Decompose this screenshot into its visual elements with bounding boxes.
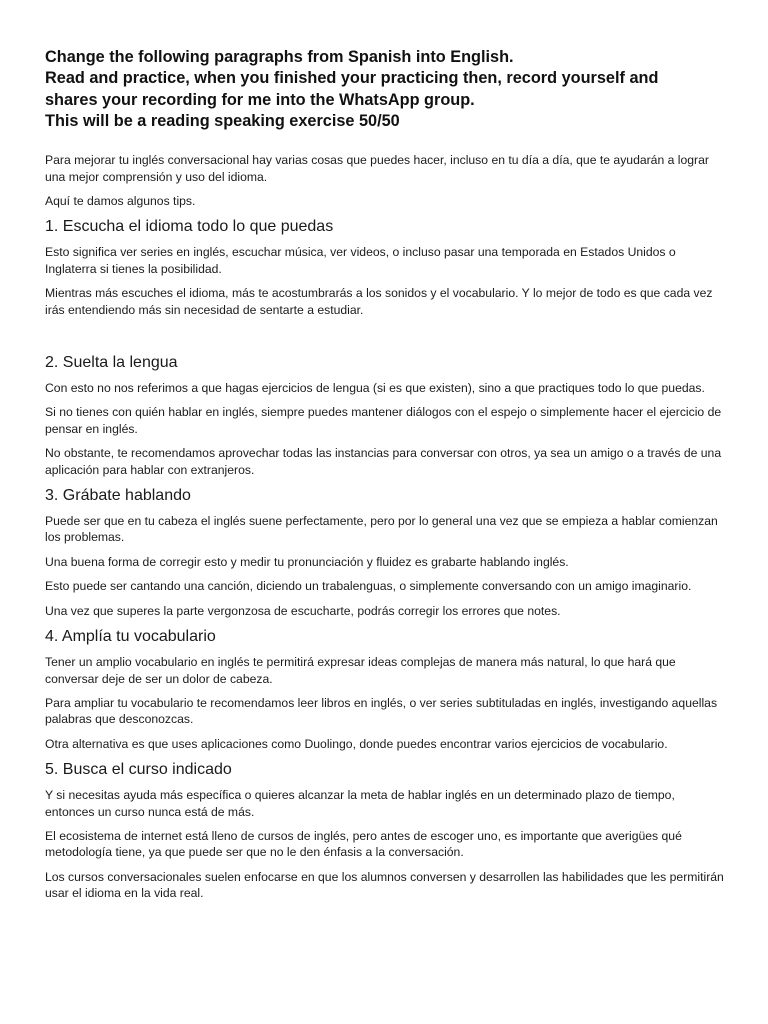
section-paragraph: Otra alternativa es que uses aplicaciones como Duolingo, donde puedes encontrar varios ejercicios de vocabulario.: [45, 736, 668, 751]
section-1: [45, 217, 725, 318]
instruction-line: Change the following paragraphs from Spanish into English.: [45, 48, 514, 66]
intro-paragraph: Para mejorar tu inglés conversacional hay varias cosas que puedes hacer, incluso en tu día a día, que te ayudarán a lograr una mejor comprensión y uso del idioma.: [45, 153, 709, 184]
section-heading: 2. Suelta la lengua: [45, 354, 178, 372]
document-page: [45, 47, 725, 910]
section-paragraph: Esto significa ver series en inglés, escuchar música, ver videos, o incluso pasar una temporada en Estados Unidos o Inglaterra si tienes la posibilidad.: [45, 245, 676, 276]
section-paragraph: Esto puede ser cantando una canción, diciendo un trabalenguas, o simplemente conversando con un amigo imaginario.: [45, 579, 692, 594]
section-paragraph: Y si necesitas ayuda más específica o quieres alcanzar la meta de hablar inglés en un determinado plazo de tiempo, entonces un curso nunca está de más.: [45, 788, 675, 819]
section-paragraph: El ecosistema de internet está lleno de cursos de inglés, pero antes de escoger uno, es importante que averigües qué metodología tiene, ya que puede ser que no le den énfasis a la conversación.: [45, 828, 682, 860]
section-paragraph: Puede ser que en tu cabeza el inglés suene perfectamente, pero por lo general una vez que se empieza a hablar comienzan los problemas.: [45, 514, 718, 545]
section-paragraph: Una vez que superes la parte vergonzosa de escucharte, podrás corregir los errores que notes.: [45, 603, 561, 618]
section-paragraph: Para ampliar tu vocabulario te recomendamos leer libros en inglés, o ver series subtituladas en inglés, investigando aquellas palabras que desconozcas.: [45, 695, 718, 727]
section-4: [45, 627, 725, 752]
section-paragraph: Mientras más escuches el idioma, más te acostumbrarás a los sonidos y el vocabulario. Y lo mejor de todo es que cada vez irás entendiendo más sin necesidad de sentarte a estudiar.: [45, 286, 713, 317]
instructions-block: [45, 47, 725, 132]
section-paragraph: Si no tienes con quién hablar en inglés, siempre puedes mantener diálogos con el espejo o simplemente hacer el ejercicio de pensar en inglés.: [45, 405, 722, 436]
instruction-line: Read and practice, when you finished your practicing then, record yourself and: [45, 69, 659, 88]
section-spacer: [45, 326, 725, 348]
section-heading: 1. Escucha el idioma todo lo que puedas: [45, 218, 334, 236]
instruction-line: This will be a reading speaking exercise 50/50: [45, 111, 400, 130]
intro-paragraph: Aquí te damos algunos tips.: [45, 194, 196, 208]
section-paragraph: Con esto no nos referimos a que hagas ejercicios de lengua (si es que existen), sino a que practiques todo lo que puedas.: [45, 381, 705, 396]
section-heading: 5. Busca el curso indicado: [45, 761, 232, 779]
section-paragraph: Una buena forma de corregir esto y medir tu pronunciación y fluidez es grabarte hablando inglés.: [45, 554, 569, 569]
section-paragraph: Tener un amplio vocabulario en inglés te permitirá expresar ideas complejas de manera más natural, lo que hará que conversar deje de ser un dolor de cabeza.: [45, 655, 676, 686]
section-paragraph: Los cursos conversacionales suelen enfocarse en que los alumnos conversen y desarrollen las habilidades que les permitirán usar el idioma en la vida real.: [45, 869, 724, 901]
section-heading: 3. Grábate hablando: [45, 487, 191, 505]
section-5: [45, 760, 725, 901]
section-heading: 4. Amplía tu vocabulario: [45, 628, 216, 646]
section-2: [45, 353, 725, 478]
section-3: [45, 486, 725, 619]
section-paragraph: No obstante, te recomendamos aprovechar todas las instancias para conversar con otros, ya sea un amigo o a través de una aplicación para hablar con extranjeros.: [45, 446, 722, 477]
instruction-line: shares your recording for me into the WhatsApp group.: [45, 90, 475, 109]
